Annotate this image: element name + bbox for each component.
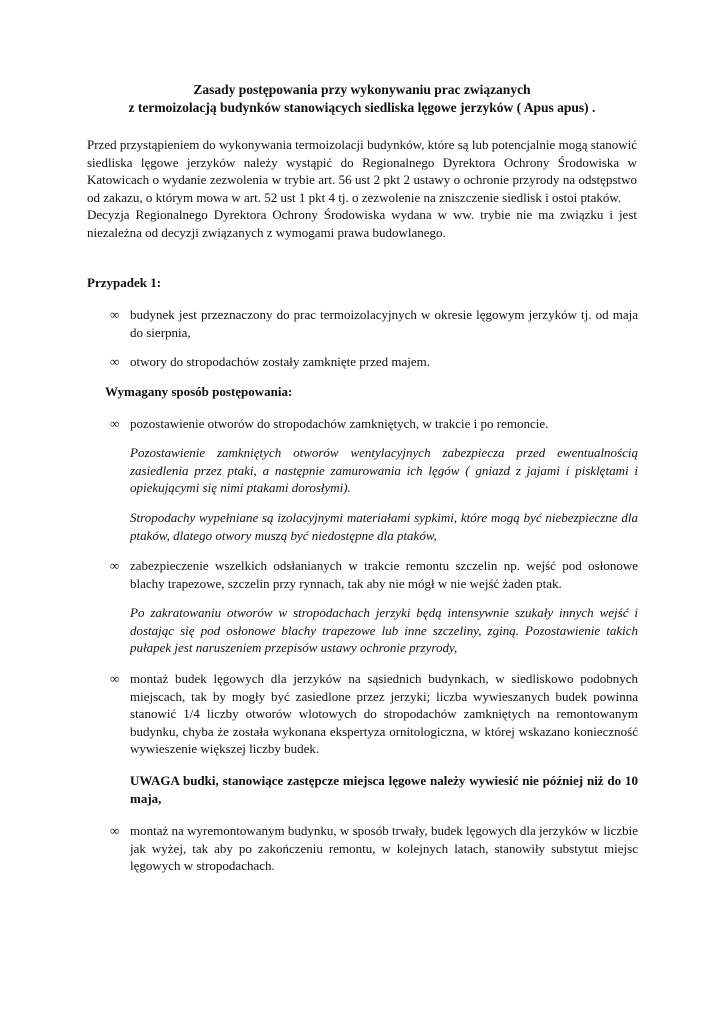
infinity-bullet-icon: ∞ — [110, 558, 120, 573]
condition-text-1: budynek jest przeznaczony do prac termoizolacyjnych w okresie lęgowym jerzyków tj. od maja do sierpnia, — [130, 307, 638, 340]
intro-paragraph-1: Przed przystąpieniem do wykonywania termoizolacji budynków, które są lub potencjalnie mogą stanowić siedliska lęgowe jerzyków należy wystąpić do Regionalnego Dyrektora Ochrony Środowiska w Katowicach o wydanie zezwolenia w trybie art. 56 ust 2 pkt 2 ustawy o ochronie przyrody na odstępstwo od zakazu, o którym mowa w art. 52 ust 1 pkt 4 tj. o zezwolenie na zniszczenie siedlisk i ostoi ptaków. — [87, 137, 637, 205]
action-text-2: zabezpieczenie wszelkich odsłanianych w trakcie remontu szczelin np. wejść pod osłonowe blachy trapezowe, szczelin przy rynnach, tak aby nie mógł w nie wejść żaden ptak. — [130, 558, 638, 591]
title-line-1: Zasady postępowania przy wykonywaniu prac związanych — [193, 82, 531, 97]
intro-section — [87, 136, 637, 241]
warning-note: UWAGA budki, stanowiące zastępcze miejsca lęgowe należy wywiesić nie później niż do 10 maja, — [130, 773, 638, 806]
condition-text-2: otwory do stropodachów zostały zamknięte przed majem. — [130, 354, 430, 369]
list-item-action-4 — [110, 822, 638, 875]
required-procedure-heading: Wymagany sposób postępowania: — [105, 384, 293, 399]
list-item-condition-2 — [110, 353, 638, 371]
document-title — [80, 81, 644, 116]
infinity-bullet-icon: ∞ — [110, 354, 120, 369]
case-heading: Przypadek 1: — [87, 275, 162, 290]
infinity-bullet-icon: ∞ — [110, 823, 120, 838]
action-1-note-1: Pozostawienie zamkniętych otworów wentylacyjnych zabezpiecza przed ewentualnością zasiedlenia przez ptaki, a następnie zamurowania ich lęgów ( gniazd z jajami i pisklętami i opiekującymi się nimi ptakami dorosłymi). — [130, 445, 638, 495]
action-2-note: Po zakratowaniu otworów w stropodachach jerzyki będą intensywnie szukały innych wejść i dostając się pod osłonowe blachy trapezowe lub inne szczeliny, zginą. Pozostawienie takich pułapek jest naruszeniem przepisów ustawy ochronie przyrody, — [130, 605, 638, 655]
action-text-4: montaż na wyremontowanym budynku, w sposób trwały, budek lęgowych dla jerzyków w liczbie jak wyżej, tak aby po zakończeniu remontu, w kolejnych latach, stanowiły substytut miejsc lęgowych w stropodachach. — [130, 823, 638, 873]
title-line-2: z termoizolacją budynków stanowiących siedliska lęgowe jerzyków ( Apus apus) . — [128, 99, 596, 115]
infinity-bullet-icon: ∞ — [110, 307, 120, 322]
list-item-action-2 — [110, 557, 638, 592]
list-item-action-1 — [110, 415, 638, 433]
infinity-bullet-icon: ∞ — [110, 671, 120, 686]
intro-paragraph-2: Decyzja Regionalnego Dyrektora Ochrony Środowiska wydana w ww. trybie nie ma związku i jest niezależna od decyzji związanych z wymogami prawa budowlanego. — [87, 207, 637, 240]
infinity-bullet-icon: ∞ — [110, 416, 120, 431]
action-1-note-2: Stropodachy wypełniane są izolacyjnymi materiałami sypkimi, które mogą być niebezpieczne dla ptaków, dlatego otwory muszą być niedostępne dla ptaków, — [130, 510, 638, 543]
list-item-action-3 — [110, 670, 638, 758]
action-text-1: pozostawienie otworów do stropodachów zamkniętych, w trakcie i po remoncie. — [130, 416, 549, 431]
list-item-condition-1 — [110, 306, 638, 341]
action-text-3: montaż budek lęgowych dla jerzyków na sąsiednich budynkach, w siedliskowo podobnych miejscach, tak by mogły być zasiedlone przez jerzyki; liczba wywieszanych budek powinna stanowić 1/4 liczby otworów wlotowych do stropodachów zamkniętych na remontowanym budynku, chyba że została wykonana ekspertyza ornitologiczna, w której wskazano konieczność wywieszenie większej liczby budek. — [130, 671, 638, 756]
